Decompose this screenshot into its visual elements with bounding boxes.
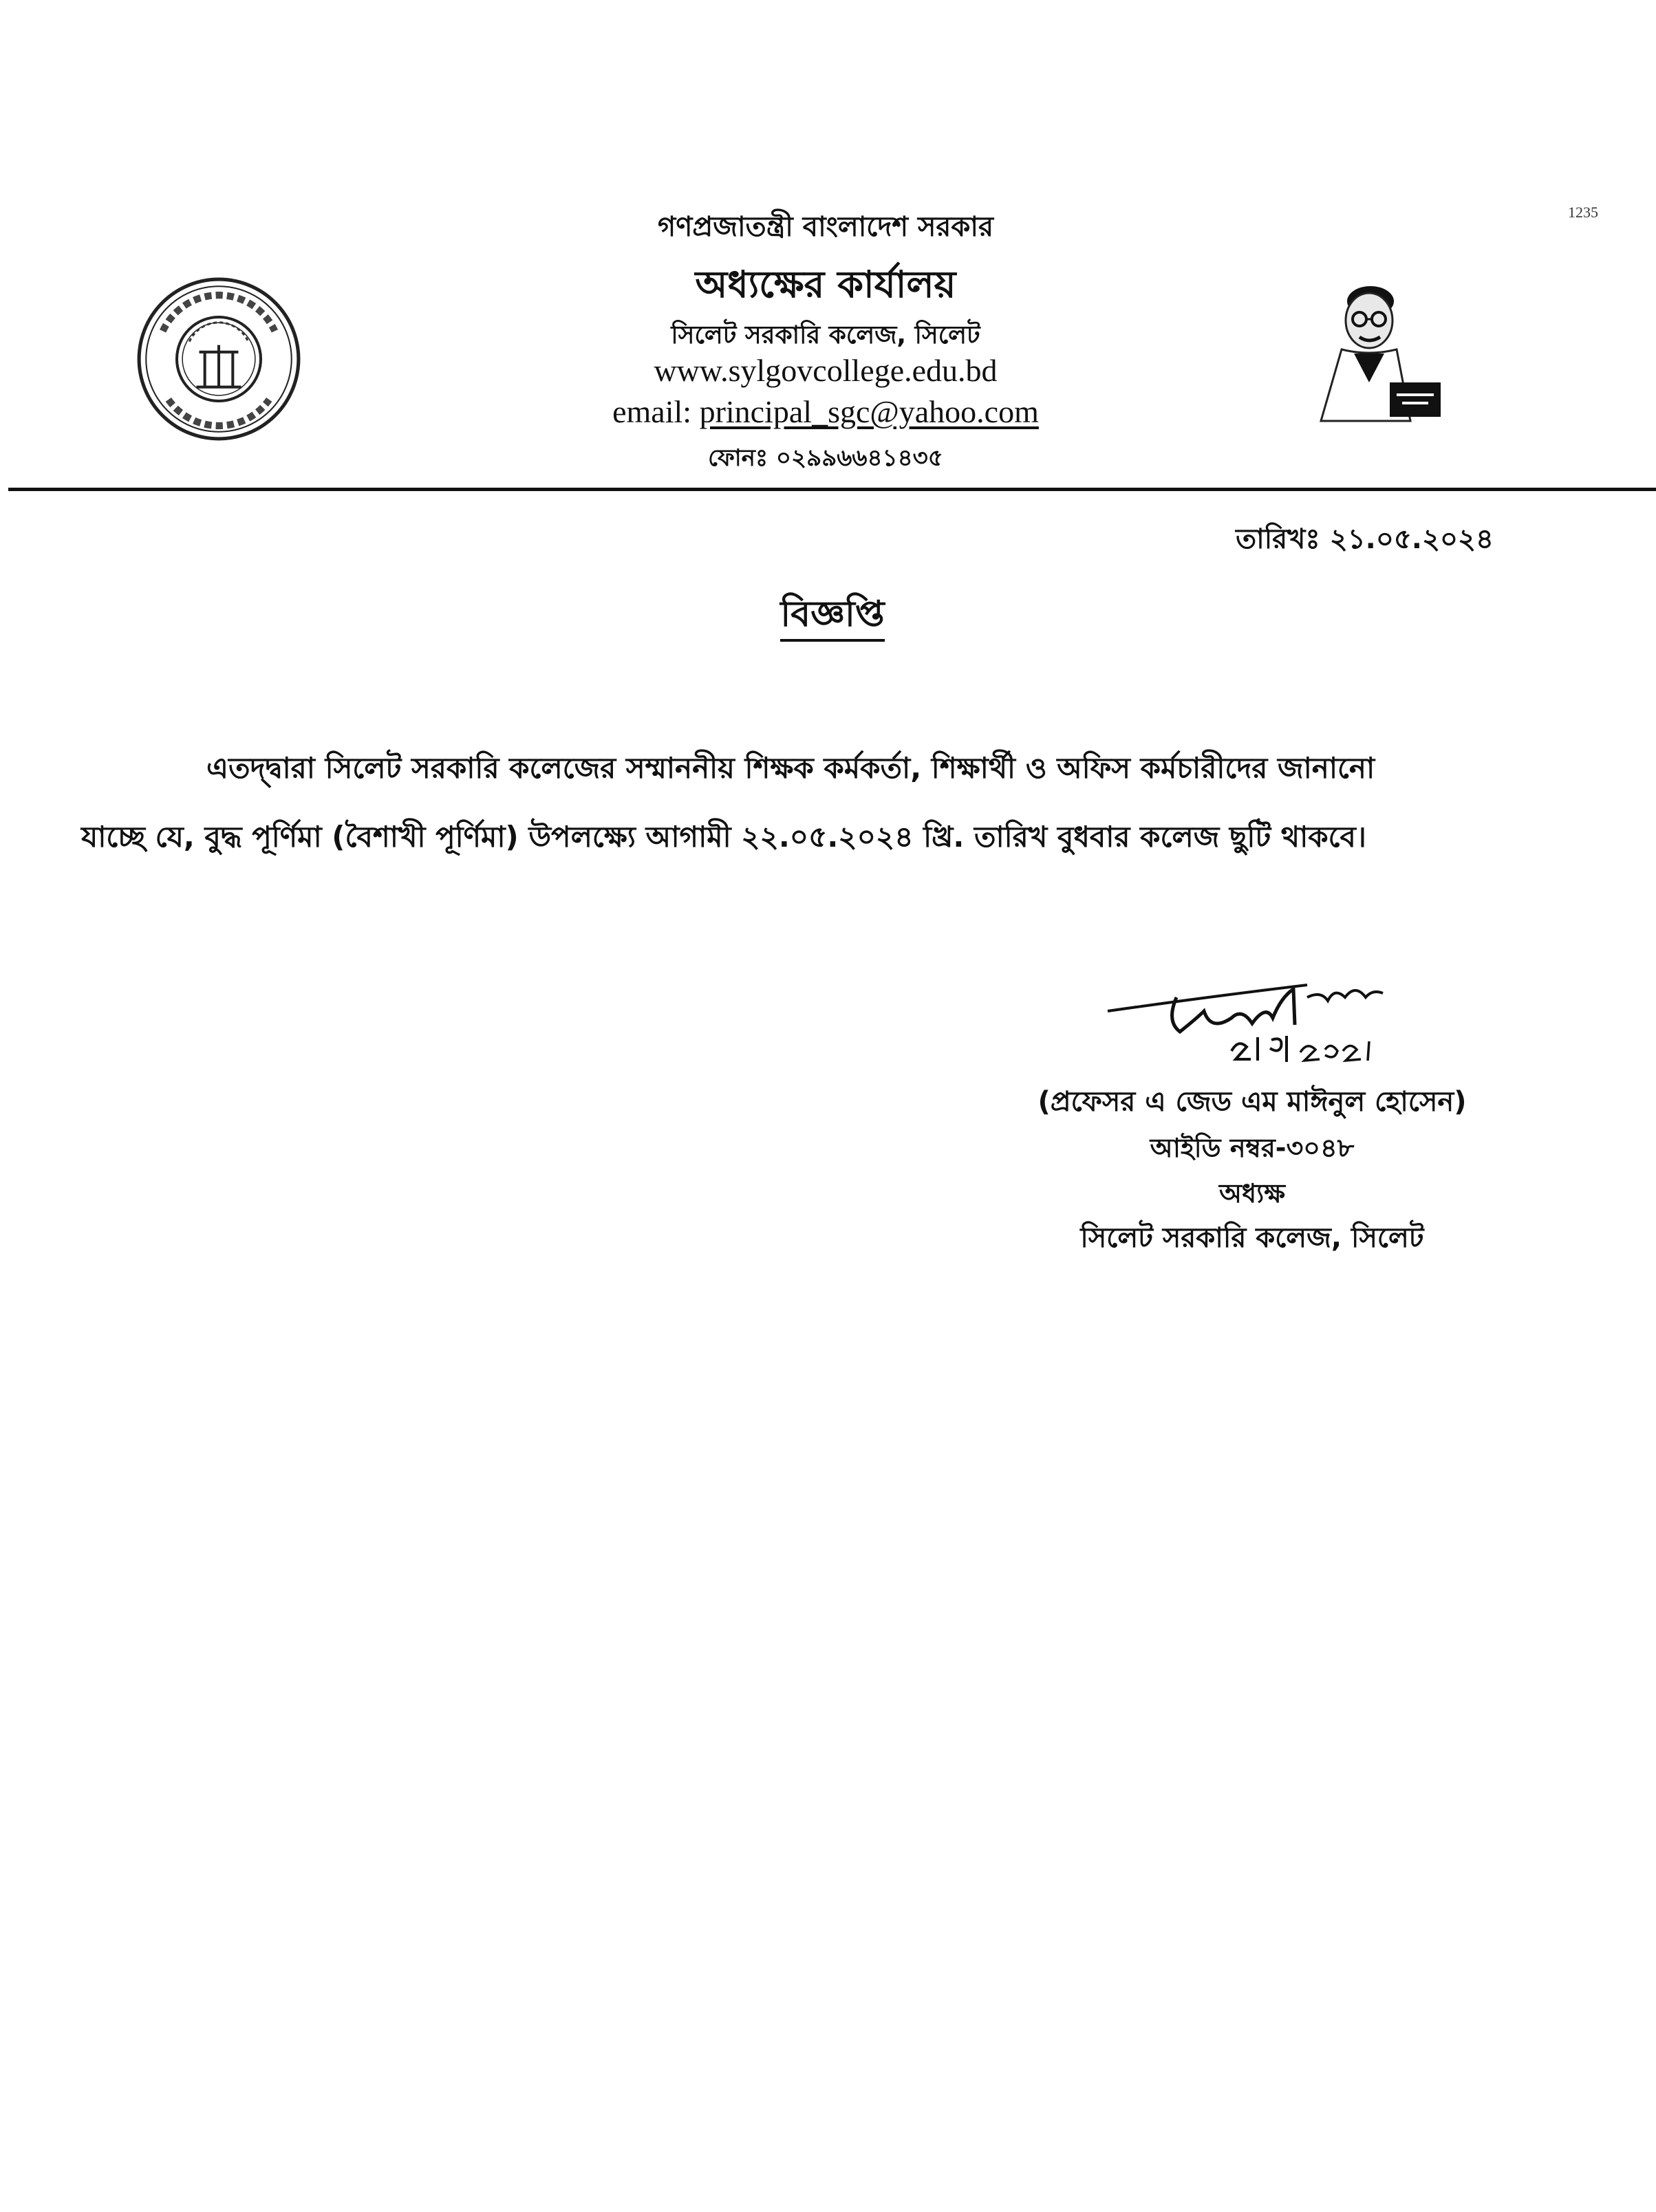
signatory-college: সিলেট সরকারি কলেজ, সিলেট <box>1080 1222 1424 1254</box>
college-name: সিলেট সরকারি কলেজ, সিলেট <box>671 321 980 349</box>
handwritten-signature-icon <box>1101 970 1445 1066</box>
college-seal-icon <box>135 275 303 443</box>
notice-title-text: বিজ্ঞপ্তি <box>780 594 884 642</box>
portrait-emblem-icon <box>1293 265 1459 431</box>
email-label: email: <box>612 394 692 429</box>
government-name: গণপ্রজাতন্ত্রী বাংলাদেশ সরকার <box>658 211 993 243</box>
email-line <box>482 393 1170 430</box>
notice-title <box>688 586 977 646</box>
page-number: 1235 <box>1568 204 1598 221</box>
notice-date: তারিখঃ ২১.০৫.২০২৪ <box>1236 523 1494 555</box>
phone-number: ফোনঃ ০২৯৯৬৬৪১৪৩৫ <box>708 444 943 472</box>
notice-body-line-1: এতদ্দ্বারা সিলেট সরকারি কলেজের সম্মাননীয় শিক্ষক কর্মকর্তা, শিক্ষার্থী ও অফিস কর্মচারীদের জানানো <box>206 751 1375 785</box>
website-link[interactable]: www.sylgovcollege.edu.bd <box>654 353 998 388</box>
signatory-name: (প্রফেসর এ জেড এম মাঈনুল হোসেন) <box>1037 1086 1467 1118</box>
header-divider <box>8 488 1656 491</box>
email-link[interactable]: principal_sgc@yahoo.com <box>699 394 1039 429</box>
office-title: অধ্যক্ষের কার্যালয় <box>695 263 956 306</box>
notice-body-line-2: যাচ্ছে যে, বুদ্ধ পূর্ণিমা (বৈশাখী পূর্ণিমা) উপলক্ষ্যে আগামী ২২.০৫.২০২৪ খ্রি. তারিখ বুধবার কলেজ ছুটি থাকবে। <box>81 820 1366 854</box>
signatory-designation: অধ্যক্ষ <box>1218 1178 1285 1208</box>
signatory-id: আইডি নম্বর-৩০৪৮ <box>1150 1133 1355 1163</box>
